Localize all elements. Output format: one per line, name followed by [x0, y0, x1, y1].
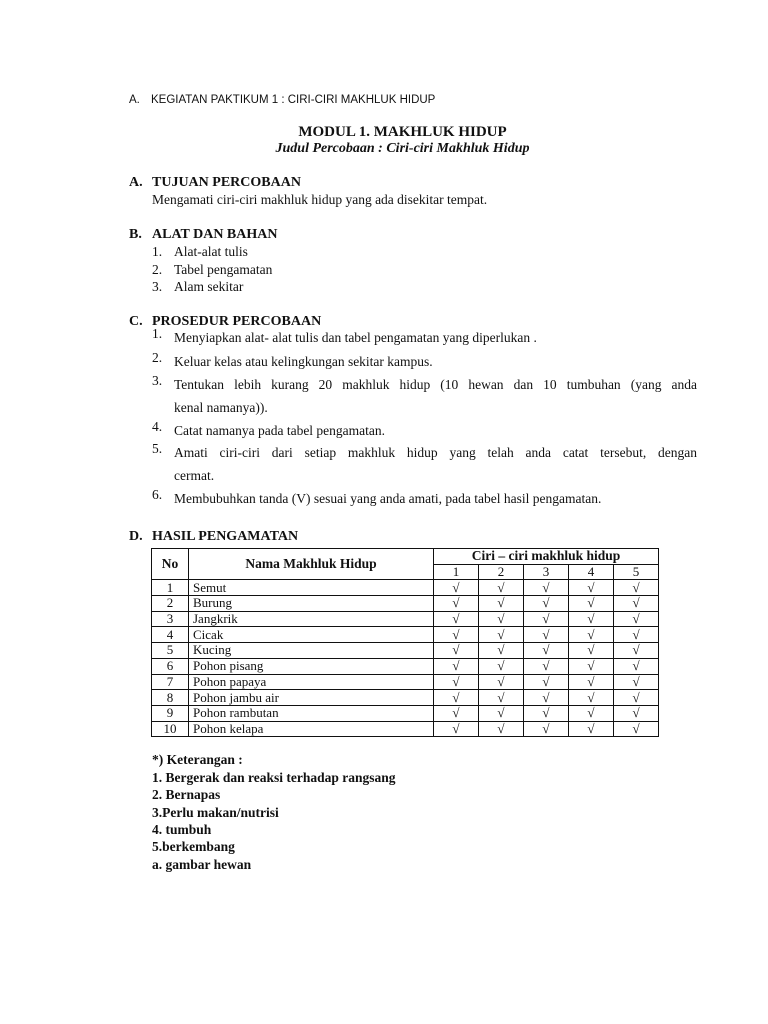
legend-item: 2. Bernapas: [152, 787, 221, 802]
check-mark: √: [569, 580, 614, 596]
item-text: Keluar kelas atau kelingkungan sekitar kampus.: [174, 354, 433, 369]
row-number: 9: [152, 705, 189, 721]
check-mark: √: [434, 596, 479, 612]
row-number: 4: [152, 627, 189, 643]
organism-name: Pohon rambutan: [189, 705, 434, 721]
section-tujuan-heading: [129, 175, 301, 191]
table-row: [152, 721, 659, 737]
alat-item: [152, 244, 248, 260]
item-text-line1: Amati ciri-ciri dari setiap makhluk hidup yang telah anda catat tersebut, dengan: [174, 445, 697, 460]
check-mark: √: [434, 627, 479, 643]
check-mark: √: [524, 705, 569, 721]
check-mark: √: [524, 627, 569, 643]
table-row: [152, 596, 659, 612]
check-mark: √: [434, 674, 479, 690]
check-mark: √: [524, 580, 569, 596]
table-row: [152, 611, 659, 627]
row-number: 2: [152, 596, 189, 612]
tujuan-text: Mengamati ciri-ciri makhluk hidup yang ada disekitar tempat.: [152, 192, 488, 207]
row-number: 8: [152, 690, 189, 706]
check-mark: √: [524, 658, 569, 674]
table-row: [152, 580, 659, 596]
check-mark: √: [569, 658, 614, 674]
check-mark: √: [569, 627, 614, 643]
item-text: Alam sekitar: [174, 279, 244, 294]
check-mark: √: [524, 721, 569, 737]
row-number: 1: [152, 580, 189, 596]
item-number: 5.: [152, 441, 163, 456]
section-alat-heading: [129, 227, 278, 243]
check-mark: √: [479, 658, 524, 674]
organism-name: Pohon papaya: [189, 674, 434, 690]
row-number: 10: [152, 721, 189, 737]
item-number: 2.: [152, 350, 163, 365]
activity-header-letter: A.: [129, 94, 140, 106]
table-row: [152, 705, 659, 721]
item-number: 1.: [152, 326, 163, 341]
prosedur-item: [152, 487, 697, 510]
section-letter: C.: [129, 314, 143, 329]
observation-table-body: [152, 580, 659, 737]
activity-header-text: KEGIATAN PAKTIKUM 1 : CIRI-CIRI MAKHLUK HIDUP: [151, 94, 436, 106]
item-number: 4.: [152, 419, 163, 434]
check-mark: √: [524, 643, 569, 659]
item-text-line2: kenal namanya)).: [174, 400, 268, 415]
check-mark: √: [614, 674, 659, 690]
section-letter: A.: [129, 175, 143, 190]
check-mark: √: [479, 643, 524, 659]
item-text: Membubuhkan tanda (V) sesuai yang anda amati, pada tabel hasil pengamatan.: [174, 491, 602, 506]
ciri-number-header: 5: [614, 564, 659, 580]
check-mark: √: [479, 596, 524, 612]
legend-item: a. gambar hewan: [152, 857, 252, 872]
item-text-line1: Tentukan lebih kurang 20 makhluk hidup (10 hewan dan 10 tumbuhan (yang anda: [174, 377, 697, 392]
table-row: [152, 658, 659, 674]
table-row: [152, 674, 659, 690]
check-mark: √: [569, 611, 614, 627]
check-mark: √: [479, 674, 524, 690]
check-mark: √: [614, 658, 659, 674]
check-mark: √: [524, 596, 569, 612]
legend-item: 1. Bergerak dan reaksi terhadap rangsang: [152, 770, 396, 785]
legend-item: 3.Perlu makan/nutrisi: [152, 805, 279, 820]
check-mark: √: [614, 596, 659, 612]
item-number: 3.: [152, 373, 163, 388]
ciri-number-header: 4: [569, 564, 614, 580]
check-mark: √: [569, 674, 614, 690]
organism-name: Semut: [189, 580, 434, 596]
activity-header: [129, 94, 435, 106]
alat-item: [152, 262, 272, 278]
item-text: Alat-alat tulis: [174, 244, 248, 259]
check-mark: √: [569, 596, 614, 612]
check-mark: √: [524, 674, 569, 690]
check-mark: √: [614, 627, 659, 643]
check-mark: √: [614, 690, 659, 706]
check-mark: √: [569, 690, 614, 706]
ciri-number-header: 3: [524, 564, 569, 580]
section-hasil-heading: [129, 529, 298, 545]
check-mark: √: [569, 721, 614, 737]
col-header-nama: Nama Makhluk Hidup: [189, 549, 434, 580]
observation-table: [151, 548, 659, 737]
section-title: ALAT DAN BAHAN: [152, 227, 278, 242]
section-letter: D.: [129, 529, 143, 544]
item-text: Menyiapkan alat- alat tulis dan tabel pengamatan yang diperlukan .: [174, 330, 537, 345]
section-title: HASIL PENGAMATAN: [152, 529, 299, 544]
table-row: [152, 690, 659, 706]
item-text: Tabel pengamatan: [174, 262, 273, 277]
ciri-number-header: 1: [434, 564, 479, 580]
check-mark: √: [434, 643, 479, 659]
organism-name: Pohon jambu air: [189, 690, 434, 706]
check-mark: √: [434, 690, 479, 706]
module-title: MODUL 1. MAKHLUK HIDUP: [298, 124, 507, 140]
prosedur-item: [152, 419, 697, 442]
legend-item: 4. tumbuh: [152, 822, 212, 837]
prosedur-item: [152, 441, 697, 487]
col-header-ciri: Ciri – ciri makhluk hidup: [434, 549, 659, 565]
organism-name: Pohon pisang: [189, 658, 434, 674]
prosedur-item: [152, 350, 697, 373]
table-row: [152, 643, 659, 659]
check-mark: √: [434, 705, 479, 721]
item-number: 2.: [152, 262, 163, 277]
check-mark: √: [479, 690, 524, 706]
check-mark: √: [479, 705, 524, 721]
section-title: PROSEDUR PERCOBAAN: [152, 314, 322, 329]
col-header-no: No: [152, 549, 189, 580]
item-number: 3.: [152, 279, 163, 294]
experiment-subtitle: Judul Percobaan : Ciri-ciri Makhluk Hidup: [275, 141, 530, 156]
check-mark: √: [569, 705, 614, 721]
check-mark: √: [569, 643, 614, 659]
check-mark: √: [479, 627, 524, 643]
check-mark: √: [614, 721, 659, 737]
check-mark: √: [614, 611, 659, 627]
check-mark: √: [614, 580, 659, 596]
organism-name: Kucing: [189, 643, 434, 659]
alat-item: [152, 279, 243, 295]
check-mark: √: [479, 611, 524, 627]
organism-name: Burung: [189, 596, 434, 612]
item-number: 1.: [152, 244, 163, 259]
check-mark: √: [434, 721, 479, 737]
check-mark: √: [614, 705, 659, 721]
organism-name: Jangkrik: [189, 611, 434, 627]
check-mark: √: [479, 580, 524, 596]
item-number: 6.: [152, 487, 163, 502]
row-number: 6: [152, 658, 189, 674]
row-number: 7: [152, 674, 189, 690]
check-mark: √: [434, 580, 479, 596]
organism-name: Pohon kelapa: [189, 721, 434, 737]
row-number: 5: [152, 643, 189, 659]
check-mark: √: [524, 690, 569, 706]
legend-item: 5.berkembang: [152, 839, 235, 854]
prosedur-item: [152, 373, 697, 419]
item-text-line2: cermat.: [174, 468, 215, 483]
check-mark: √: [434, 658, 479, 674]
section-title: TUJUAN PERCOBAAN: [152, 175, 301, 190]
check-mark: √: [434, 611, 479, 627]
table-row: [152, 627, 659, 643]
ciri-number-header: 2: [479, 564, 524, 580]
check-mark: √: [614, 643, 659, 659]
check-mark: √: [524, 611, 569, 627]
check-mark: √: [479, 721, 524, 737]
row-number: 3: [152, 611, 189, 627]
prosedur-item: [152, 326, 697, 349]
section-letter: B.: [129, 227, 142, 242]
organism-name: Cicak: [189, 627, 434, 643]
item-text: Catat namanya pada tabel pengamatan.: [174, 423, 386, 438]
legend-heading: *) Keterangan :: [152, 752, 243, 767]
